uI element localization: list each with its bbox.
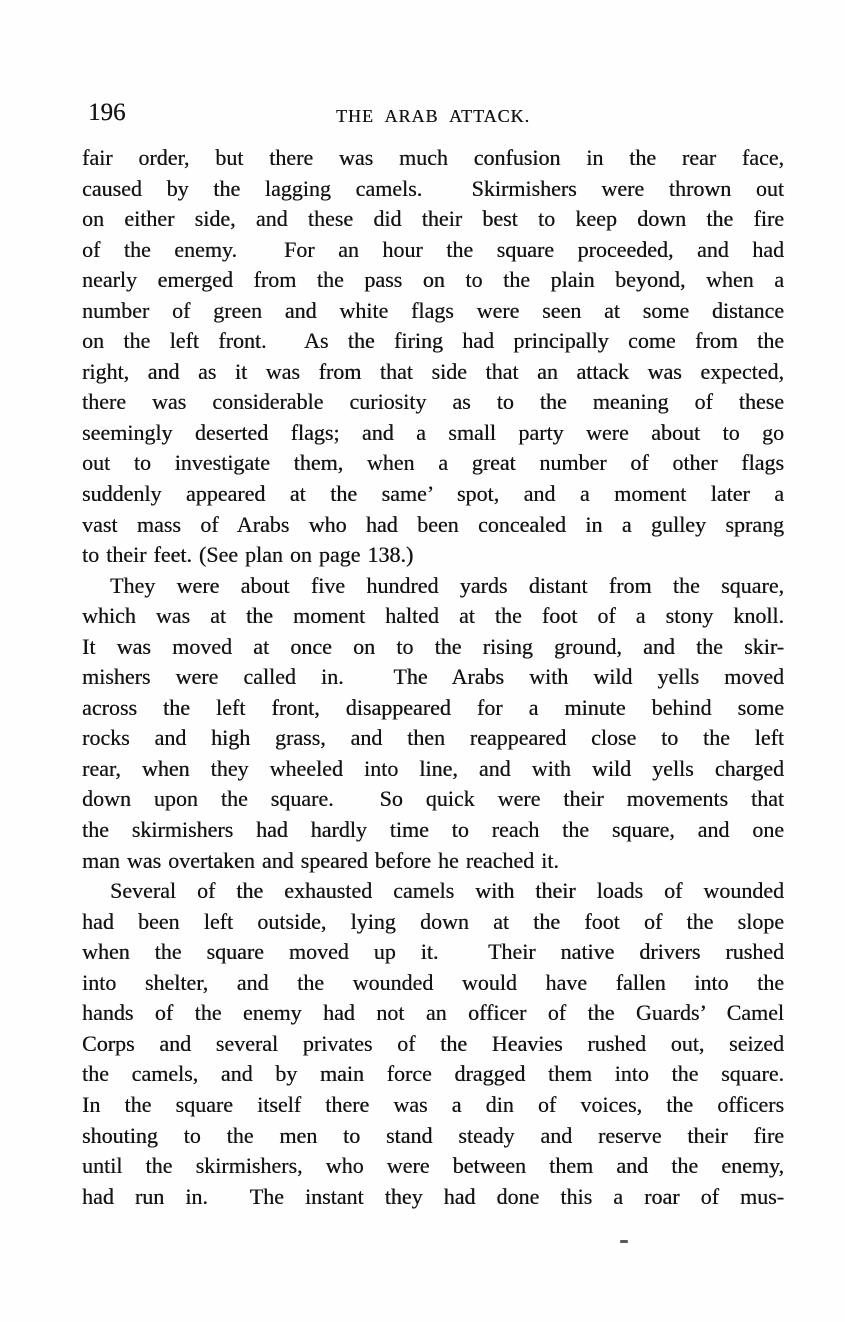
text-line: into shelter, and the wounded would have fallen into the xyxy=(82,969,784,995)
paragraph xyxy=(82,876,784,1212)
text-line: caused by the lagging camels. Skirmishers were thrown out xyxy=(82,175,784,201)
text-line: shouting to the men to stand steady and reserve their fire xyxy=(82,1122,784,1148)
text-line: nearly emerged from the pass on to the plain beyond, when a xyxy=(82,267,784,293)
text-line: the camels, and by main force dragged them into the square. xyxy=(82,1061,784,1087)
text-line: mishers were called in. The Arabs with wild yells moved xyxy=(82,664,784,690)
text-line: Several of the exhausted camels with their loads of wounded xyxy=(110,878,784,904)
text-line: They were about five hundred yards distant from the square, xyxy=(110,572,784,598)
text-line: there was considerable curiosity as to the meaning of these xyxy=(82,389,784,415)
text-line: vast mass of Arabs who had been concealed in a gulley sprang xyxy=(82,511,784,537)
text-line: to their feet. (See plan on page 138.) xyxy=(82,542,414,568)
page-number: 196 xyxy=(88,99,126,126)
running-header: THE ARAB ATTACK. xyxy=(335,106,531,126)
text-line: out to investigate them, when a great number of other flags xyxy=(82,450,784,476)
text-line: rear, when they wheeled into line, and with wild yells charged xyxy=(82,755,784,781)
text-line: when the square moved up it. Their native drivers rushed xyxy=(82,939,784,965)
text-line: suddenly appeared at the same’ spot, and a moment later a xyxy=(82,481,784,507)
text-line: across the left front, disappeared for a minute behind some xyxy=(82,694,784,720)
text-line: number of green and white flags were seen at some distance xyxy=(82,297,784,323)
text-line: right, and as it was from that side that an attack was expected, xyxy=(82,358,784,384)
text-line: man was overtaken and speared before he reached it. xyxy=(82,847,559,873)
text-line: had run in. The instant they had done this a roar of mus- xyxy=(82,1183,784,1209)
text-line: had been left outside, lying down at the foot of the slope xyxy=(82,908,784,934)
text-line: hands of the enemy had not an officer of the Guards’ Camel xyxy=(82,1000,784,1026)
text-line: Corps and several privates of the Heavies rushed out, seized xyxy=(82,1030,784,1056)
paragraph xyxy=(82,571,784,876)
paragraph xyxy=(82,143,784,571)
text-line: which was at the moment halted at the foot of a stony knoll. xyxy=(82,603,784,629)
text-line: In the square itself there was a din of voices, the officers xyxy=(82,1091,784,1117)
text-line: the skirmishers had hardly time to reach the square, and one xyxy=(82,817,784,843)
text-line: on the left front. As the firing had principally come from the xyxy=(82,328,784,354)
text-line: down upon the square. So quick were their movements that xyxy=(82,786,784,812)
text-line: until the skirmishers, who were between them and the enemy, xyxy=(82,1153,784,1179)
text-line: seemingly deserted flags; and a small party were about to go xyxy=(82,419,784,445)
body-text xyxy=(82,143,784,1212)
scan-artifact-mark xyxy=(620,1240,628,1243)
text-line: fair order, but there was much confusion in the rear face, xyxy=(82,145,784,170)
text-line: of the enemy. For an hour the square proceeded, and had xyxy=(82,236,784,262)
text-line: on either side, and these did their best to keep down the fire xyxy=(82,206,784,232)
text-line: rocks and high grass, and then reappeared close to the left xyxy=(82,725,784,751)
text-line: It was moved at once on to the rising ground, and the skir- xyxy=(82,633,784,659)
